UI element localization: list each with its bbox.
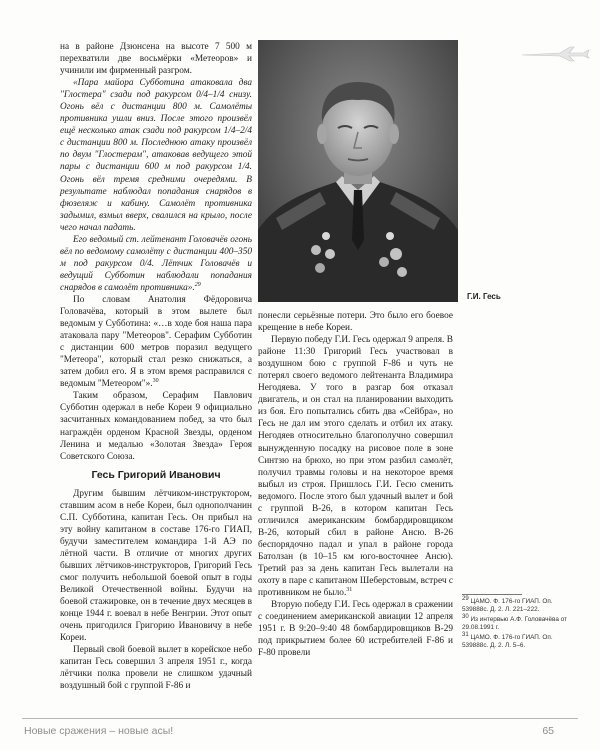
quote-paragraph: «Пара майора Субботина атаковала два "Глостера" сзади под ракурсом 0/4–1/4 снизу. Огонь вёл с дистанции 800 м. Самолёты противника ушли вниз. После этого произвёл ещё несколько атак сзади под ракурсом 1/4–2/4 с дистанции 800 м. Последнюю атаку произвёл по двум "Глостерам", атаковав ведущего этой пары с дистанции 600 м под ракурсом 1/4. Огонь вёл тремя средними очередями. В результате наблюдал попадания снарядов в фюзеляж и кабину. Самолёт противника задымил, взмыл вверх, свалился на крыло, после чего начал падать.	[60, 78, 252, 233]
paragraph: Первый свой боевой вылет в корейское небо капитан Гесь совершил 3 апреля 1951 г., когда лётчики полка провели не слишком удачный воздушный бой с группой F-86 и	[60, 645, 252, 692]
page-number: 65	[542, 725, 554, 737]
section-heading: Гесь Григорий Иванович	[91, 468, 221, 481]
paragraph: на в районе Дзюнсена на высоте 7 500 м перехватили две восьмёрки «Метеоров» и учинили им фирменный разгром.	[60, 42, 252, 77]
quote-paragraph	[60, 234, 252, 294]
paragraph: Таким образом, Серафим Павлович Субботин одержал в небе Кореи 9 официально засчитанных командованием побед, за что был награждён орденом Красной Звезды, орденом Ленина и медалью «Золотая Звезда» Героя Советского Союза.	[60, 391, 252, 462]
footnote	[462, 595, 570, 615]
jet-plane-silhouette-icon	[520, 44, 590, 64]
footnote-text: ЦАМО. Ф. 176-го ГИАП. Оп. 539888с. Д. 2. Л. 221–222.	[462, 598, 553, 614]
footnote-ref[interactable]: 31	[346, 586, 353, 593]
footnote-number: 30	[462, 613, 469, 620]
paragraph: Вторую победу Г.И. Гесь одержал в сражении с соединением американской авиации 12 апреля 1951 г. В 9:20–9:40 48 бомбардировщиков В-29 под прикрытием более 60 истребителей F-86 и F-80 провели	[258, 600, 453, 659]
footnote-number: 29	[462, 595, 469, 602]
left-text-column	[60, 41, 252, 692]
footnote	[462, 613, 570, 633]
portrait-photo	[258, 40, 458, 302]
quote-text: Его ведомый ст. лейтенант Головачёв огонь вёл по ведомому самолёту с дистанции 400–350 м под ракурсом 0/4. Лётчик Головачёв и ведущий Субботин наблюдали попадания снарядов в самолёт противника».	[60, 234, 252, 293]
page-footer	[0, 718, 600, 750]
paragraph	[258, 334, 453, 599]
footnote-number: 31	[462, 631, 469, 638]
footnote-ref[interactable]: 29	[194, 281, 201, 288]
footnote-ref[interactable]: 30	[152, 378, 159, 385]
footer-rule	[22, 718, 578, 719]
footnote-text: Из интервью А.Ф. Головачёва от 29.08.1991 г.	[462, 615, 567, 632]
footnotes	[462, 595, 570, 651]
photo-caption: Г.И. Гесь	[467, 292, 501, 301]
footnote	[462, 631, 570, 651]
paragraph: понесли серьёзные потери. Это было его боевое крещение в небе Кореи.	[258, 311, 453, 334]
paragraph: Другим бывшим лётчиком-инструктором, ставшим асом в небе Кореи, был однополчанин С.П. Субботина, капитан Гесь. Он прибыл на эту войну капитаном в составе 176-го ГИАП, будучи заместителем командира 1-й АЭ по лётной части. В отличие от многих других бывших лётчиков-инструкторов, Григорий Гесь смог получить небольшой боевой опыт в годы Великой Отечественной войны. Будучи на боевой стажировке, он в течение двух месяцев в конце 1944 г. воевал в небе Венгрии. Этот опыт очень пригодился Григорию Ивановичу в небе Кореи.	[60, 488, 252, 644]
paragraph-text: По словам Анатолия Фёдоровича Головачёва, который в этом вылете был ведомым у Субботина: «…в ходе боя наша пара атаковала пару "Метеоров". Серафим Субботин с дистанции 600 метров поразил ведущего "Метеора", который стал резко снижаться, а затем добил его. Я в этом время расправился с ведомым "Метеором"».	[60, 294, 252, 390]
footnote-divider	[462, 594, 522, 595]
footnote-text: ЦАМО. Ф. 176-го ГИАП. Оп. 539888с. Д. 2. Л. 5–6.	[462, 633, 553, 650]
portrait-illustration	[258, 40, 458, 302]
middle-text-column	[258, 310, 453, 659]
running-title: Новые сражения – новые асы!	[24, 725, 174, 737]
paragraph	[60, 294, 252, 390]
paragraph-text: Первую победу Г.И. Гесь одержал 9 апреля. В районе 11:30 Григорий Гесь участвовал в воздушном бою с группой F-86 и чуть не потерял своего ведомого лейтенанта Владимира Негодяева. У того в разгар боя отказал двигатель, и он стал на планировании выходить из боя. Его попытались сбить два «Сейбра», но Гесь не дал им этого сделать и отбил их атаку. Негодяев относительно благополучно совершил вынужденную посадку на рисовое поле в зоне Синтзю на брюхо, но при этом разбил самолёт, получил травмы головы и на некоторое время выбыл из строя. Пришлось Г.И. Гесю сменить ведомого. После этого был удачный вылет и бой с группой В-26, в котором капитан Гесь отличился американским бомбардировщиком В-26, который сбил в районе Ансю. В-26 беспорядочно падал и упал в районе города Батолзан (в 10–15 км юго-восточнее Ансю). Третий раз за день капитан Гесь вылетали на охоту в паре с капитаном Шеберстовым, встреч с противником не было.	[258, 335, 453, 599]
